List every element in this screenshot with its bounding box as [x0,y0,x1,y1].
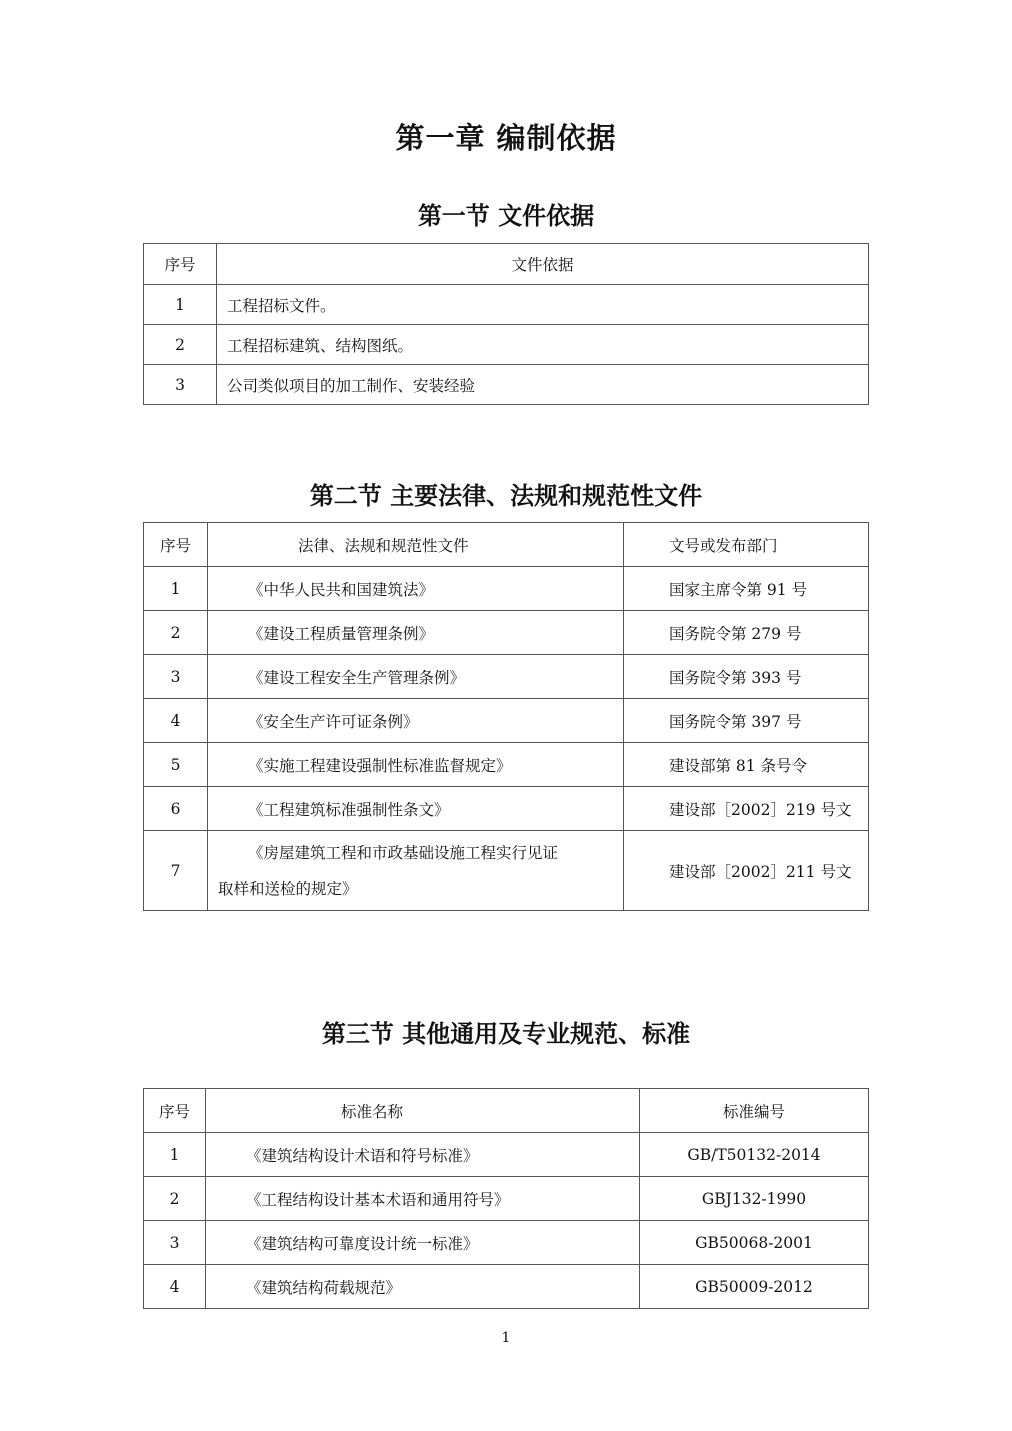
row-number: 1 [144,1133,206,1177]
regulation-name: 《工程建筑标准强制性条文》 [208,787,624,831]
table-row [144,567,869,611]
header-cell: 标准名称 [206,1089,640,1133]
row-number: 2 [144,325,217,365]
regulation-ref: 国务院令第 397 号 [624,699,869,743]
regulation-name [208,831,624,911]
regulation-ref: 国务院令第 279 号 [624,611,869,655]
row-number: 3 [144,655,208,699]
table-row [144,1265,869,1309]
table-row [144,611,869,655]
row-number: 4 [144,1265,206,1309]
row-number: 2 [144,611,208,655]
laws-regulations-table [143,522,869,911]
regulation-name: 《建设工程质量管理条例》 [208,611,624,655]
standard-name: 《建筑结构可靠度设计统一标准》 [206,1221,640,1265]
header-cell: 文件依据 [217,244,869,285]
table-row [144,1177,869,1221]
regulation-name: 《建设工程安全生产管理条例》 [208,655,624,699]
regulation-name: 《实施工程建设强制性标准监督规定》 [208,743,624,787]
row-number: 3 [144,365,217,405]
row-number: 6 [144,787,208,831]
section-3-title: 第三节 其他通用及专业规范、标准 [321,1020,691,1048]
regulation-name: 《中华人民共和国建筑法》 [208,567,624,611]
standard-name: 《建筑结构设计术语和符号标准》 [206,1133,640,1177]
regulation-ref: 建设部［2002］219 号文 [624,787,869,831]
regulation-name-line: 取样和送检的规定》 [218,879,358,898]
regulation-ref: 国家主席令第 91 号 [624,567,869,611]
standard-code: GBJ132-1990 [640,1177,869,1221]
row-number: 1 [144,285,217,325]
table-row [144,699,869,743]
table-header-row [144,523,869,567]
row-text: 公司类似项目的加工制作、安装经验 [217,365,869,405]
chapter-title: 第一章 编制依据 [395,121,617,155]
standard-code: GB50009-2012 [640,1265,869,1309]
header-cell: 序号 [144,523,208,567]
row-text: 工程招标建筑、结构图纸。 [217,325,869,365]
header-cell: 序号 [144,1089,206,1133]
standards-table [143,1088,869,1309]
section-2-title: 第二节 主要法律、法规和规范性文件 [309,482,703,510]
regulation-name-line: 《房屋建筑工程和市政基础设施工程实行见证 [248,843,559,862]
standard-name: 《工程结构设计基本术语和通用符号》 [206,1177,640,1221]
header-cell: 标准编号 [640,1089,869,1133]
table-row [144,325,869,365]
regulation-ref: 国务院令第 393 号 [624,655,869,699]
header-cell: 文号或发布部门 [624,523,869,567]
row-number: 4 [144,699,208,743]
regulation-ref: 建设部［2002］211 号文 [624,831,869,911]
row-number: 2 [144,1177,206,1221]
header-cell: 法律、法规和规范性文件 [208,523,624,567]
document-basis-table [143,243,869,405]
table-row [144,831,869,911]
table-header-row [144,244,869,285]
table-row [144,655,869,699]
standard-code: GB/T50132-2014 [640,1133,869,1177]
table-row [144,1133,869,1177]
regulation-ref: 建设部第 81 条号令 [624,743,869,787]
header-cell: 序号 [144,244,217,285]
standard-name: 《建筑结构荷载规范》 [206,1265,640,1309]
standard-code: GB50068-2001 [640,1221,869,1265]
page-number: 1 [501,1330,511,1346]
row-number: 7 [144,831,208,911]
section-1-title: 第一节 文件依据 [417,202,595,230]
table-row [144,365,869,405]
row-number: 3 [144,1221,206,1265]
table-row [144,787,869,831]
row-number: 5 [144,743,208,787]
row-text: 工程招标文件。 [217,285,869,325]
table-header-row [144,1089,869,1133]
row-number: 1 [144,567,208,611]
table-row [144,1221,869,1265]
table-row [144,743,869,787]
table-row [144,285,869,325]
regulation-name: 《安全生产许可证条例》 [208,699,624,743]
